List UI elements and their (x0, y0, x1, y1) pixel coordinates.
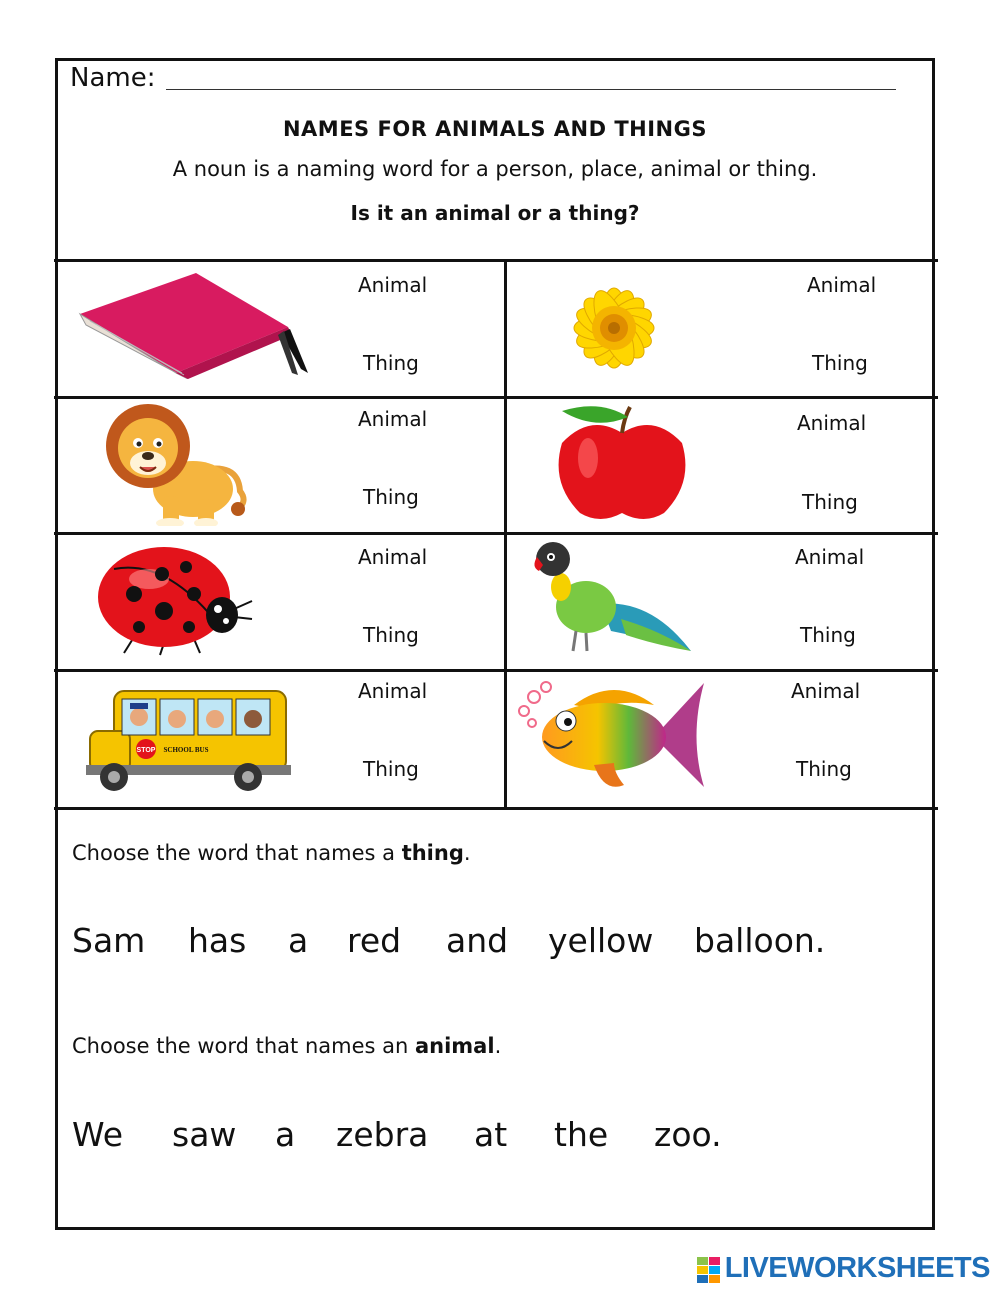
apple-option-animal[interactable]: Animal (797, 411, 867, 435)
word-zebra[interactable]: zebra (336, 1115, 429, 1154)
sunflower-option-thing[interactable]: Thing (812, 351, 868, 375)
word-balloon[interactable]: balloon. (694, 921, 826, 960)
ladybug-option-thing[interactable]: Thing (363, 623, 419, 647)
worksheet-title: NAMES FOR ANIMALS AND THINGS (282, 117, 707, 141)
bus-stop-sign-text: STOP (136, 747, 156, 754)
instruction-thing-prefix: Choose the word that names a (72, 841, 402, 865)
grid-bottom-line (54, 807, 938, 810)
name-label: Name: (70, 63, 156, 93)
word-at[interactable]: at (474, 1115, 508, 1154)
fish-image (514, 675, 709, 801)
question: Is it an animal or a thing? (350, 201, 640, 225)
grid-center-line (504, 261, 507, 809)
school-bus-image (86, 681, 291, 803)
word-and[interactable]: and (446, 921, 509, 960)
word-zoo[interactable]: zoo. (654, 1115, 722, 1154)
instruction-animal (72, 1034, 501, 1058)
bus-option-animal[interactable]: Animal (358, 679, 428, 703)
lion-option-animal[interactable]: Animal (358, 407, 428, 431)
instruction-thing (72, 841, 471, 865)
apple-image (550, 403, 695, 529)
word-a[interactable]: a (288, 921, 309, 960)
worksheet (55, 58, 935, 1230)
fish-option-thing[interactable]: Thing (796, 757, 852, 781)
parrot-option-animal[interactable]: Animal (795, 545, 865, 569)
sentence-animal (72, 1115, 922, 1165)
word-yellow[interactable]: yellow (548, 921, 654, 960)
word-a-2[interactable]: a (275, 1115, 296, 1154)
instruction-animal-bold: animal (414, 1034, 495, 1058)
grid-row-line-3 (54, 669, 938, 672)
lion-image (98, 401, 253, 530)
word-sam[interactable]: Sam (72, 921, 146, 960)
instruction-animal-suffix: . (494, 1034, 502, 1058)
name-input-line[interactable] (166, 89, 896, 90)
word-we[interactable]: We (72, 1115, 123, 1154)
word-the[interactable]: the (554, 1115, 609, 1154)
grid-row-line-2 (54, 532, 938, 535)
instruction-animal-prefix: Choose the word that names an (72, 1034, 415, 1058)
ladybug-option-animal[interactable]: Animal (358, 545, 428, 569)
word-has[interactable]: has (188, 921, 247, 960)
parrot-option-thing[interactable]: Thing (800, 623, 856, 647)
liveworksheets-brand[interactable]: LIVEWORKSHEETS (724, 1252, 990, 1284)
instruction-thing-bold: thing (401, 841, 464, 865)
liveworksheets-logo-icon (697, 1257, 721, 1283)
grid-row-line-1 (54, 396, 938, 399)
sunflower-option-animal[interactable]: Animal (807, 273, 877, 297)
instruction-thing-suffix: . (463, 841, 471, 865)
grid-top-line (54, 259, 938, 262)
word-red[interactable]: red (347, 921, 402, 960)
sunflower-image (536, 266, 691, 395)
book-option-animal[interactable]: Animal (358, 273, 428, 297)
sentence-thing (72, 921, 922, 971)
ladybug-image (94, 539, 254, 661)
book-option-thing[interactable]: Thing (363, 351, 419, 375)
bus-school-sign-text: SCHOOL BUS (163, 746, 209, 754)
noun-definition: A noun is a naming word for a person, place, animal or thing. (172, 157, 818, 181)
fish-option-animal[interactable]: Animal (791, 679, 861, 703)
word-saw[interactable]: saw (172, 1115, 237, 1154)
lion-option-thing[interactable]: Thing (363, 485, 419, 509)
book-image (76, 269, 311, 383)
parrot-image (531, 539, 696, 661)
apple-option-thing[interactable]: Thing (802, 490, 858, 514)
bus-option-thing[interactable]: Thing (363, 757, 419, 781)
